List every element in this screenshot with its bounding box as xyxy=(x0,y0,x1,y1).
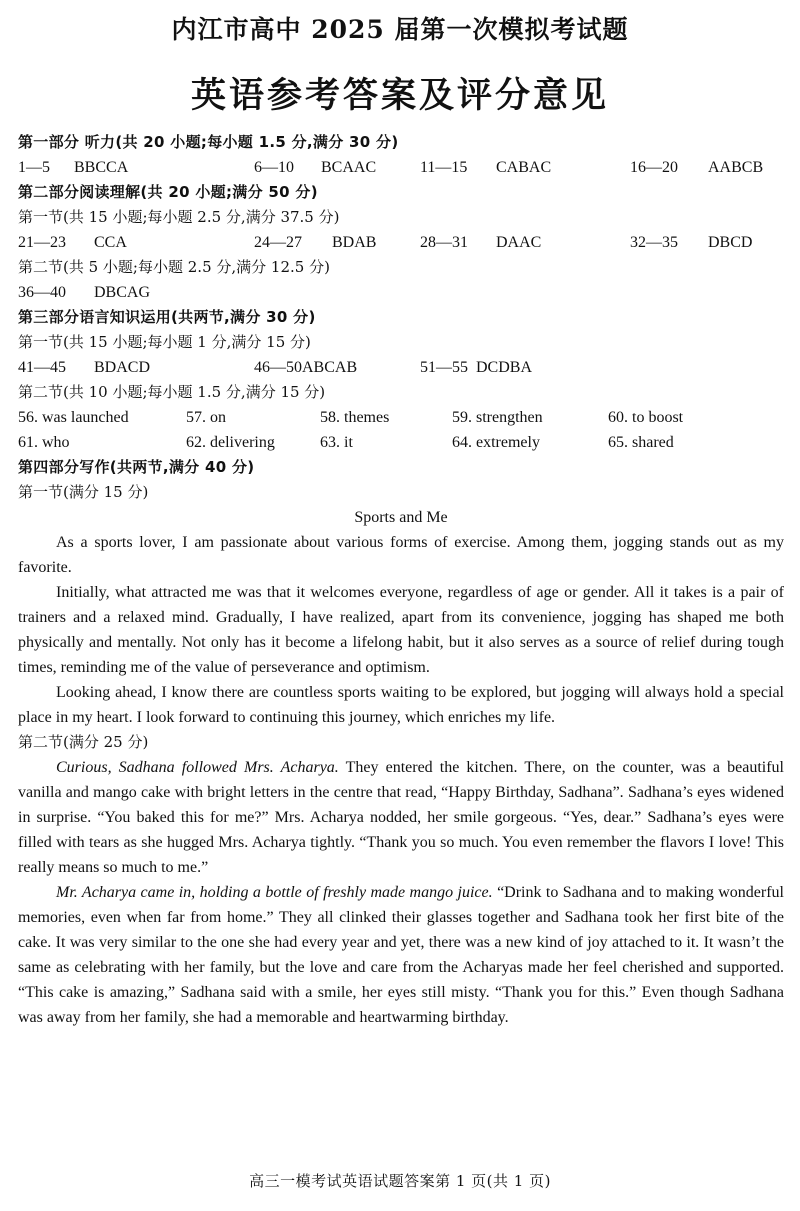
answer-letters: BDACD xyxy=(94,359,151,376)
answer-range: 41—45 xyxy=(18,359,66,376)
answer-letters: BBCCA xyxy=(74,159,129,176)
answer-range: 36—40 xyxy=(18,284,66,301)
blank-answer: 65. shared xyxy=(608,434,674,451)
part1-heading: 第一部分 听力(共 20 小题;每小题 1.5 分,满分 30 分) xyxy=(18,133,399,151)
answer-range: 6—10 xyxy=(254,159,294,176)
exam-title: 内江市高中 2025 届第一次模拟考试题 xyxy=(171,15,629,44)
answer-content xyxy=(18,130,784,1030)
answer-range: 11—15 xyxy=(420,159,468,176)
part2-answers-row xyxy=(18,230,784,255)
part4-section1-heading: 第一节(满分 15 分) xyxy=(18,483,149,501)
blank-answer: 60. to boost xyxy=(608,409,684,426)
part2-section2-heading: 第二节(共 5 小题;每小题 2.5 分,满分 12.5 分) xyxy=(18,258,330,276)
part2-heading: 第二部分阅读理解(共 20 小题;满分 50 分) xyxy=(18,183,318,201)
story-paragraph-lead: Mr. Acharya came in, holding a bottle of freshly made mango juice. xyxy=(56,884,493,901)
answer-range: 1—5 xyxy=(18,159,50,176)
answer-letters: BCAAC xyxy=(321,159,377,176)
blank-answers-row-1 xyxy=(18,405,784,430)
answer-range: 21—23 xyxy=(18,234,66,251)
part3-section2-heading: 第二节(共 10 小题;每小题 1.5 分,满分 15 分) xyxy=(18,383,326,401)
answer-letters: AABCB xyxy=(708,159,764,176)
part4-section2-heading: 第二节(满分 25 分) xyxy=(18,733,149,751)
blank-answer: 56. was launched xyxy=(18,409,129,426)
essay-title: Sports and Me xyxy=(354,509,448,526)
essay-paragraph: Looking ahead, I know there are countless sports waiting to be explored, but jogging will always hold a special place in my heart. I look forward to continuing this journey, which enriches my life. xyxy=(18,684,784,726)
blank-answer: 62. delivering xyxy=(186,434,275,451)
blank-answers-row-2 xyxy=(18,430,784,455)
story-paragraph xyxy=(18,880,784,1030)
blank-answer: 59. strengthen xyxy=(452,409,543,426)
story-paragraph xyxy=(18,755,784,880)
story-paragraph-text: They entered the kitchen. There, on the counter, was a beautiful vanilla and mango cake with bright letters in the centre that read, “Happy Birthday, Sadhana”. Sadhana’s eyes widened in surprise. “You baked this for me?” Mrs. Acharya nodded, her smile gorgeous. “Yes, dear.” Sadhana’s eyes were filled with tears as she hugged Mrs. Acharya tightly. “Thank you so much. You even remember the flavors I love! This really means so much to me.” xyxy=(18,759,784,876)
answer-range: 16—20 xyxy=(630,159,678,176)
story-paragraph-text: “Drink to Sadhana and to making wonderful memories, even when far from home.” They all clinked their glasses together and Sadhana took her first bite of the cake. It was very similar to the one she had every year and yet, there was a new kind of joy attached to it. It wasn’t the same as celebrating with her family, but the love and care from the Acharyas made her feel cherished and supported. “This cake is amazing,” Sadhana said with a smile, her eyes still misty. “Thank you for this.” Even though Sadhana was away from her family, she had a memorable and heartwarming birthday. xyxy=(18,884,785,1026)
part3-answers-row xyxy=(18,355,784,380)
part2-answers-row-2 xyxy=(18,280,784,305)
essay-paragraph: Initially, what attracted me was that it welcomes everyone, regardless of age or gender. All it takes is a pair of trainers and a relaxed mind. Gradually, I have realized, apart from its convenience, jogging has shaped me both physically and mentally. Not only has it become a lifelong habit, but it also serves as a source of relief during tough times, reminding me of the value of perseverance and optimism. xyxy=(18,584,784,676)
answer-range: 46—50 xyxy=(254,359,302,376)
answer-letters: DCDBA xyxy=(476,359,533,376)
answer-letters: ABCAB xyxy=(302,359,358,376)
blank-answer: 63. it xyxy=(320,434,353,451)
answer-range: 28—31 xyxy=(420,234,468,251)
answer-letters: DBCAG xyxy=(94,284,151,301)
page-footer: 高三一模考试英语试题答案第 1 页(共 1 页) xyxy=(249,1172,551,1190)
answer-range: 32—35 xyxy=(630,234,678,251)
answer-letters: CABAC xyxy=(496,159,552,176)
answer-letters: DAAC xyxy=(496,234,542,251)
answer-letters: CCA xyxy=(94,234,127,251)
part1-answers-row xyxy=(18,155,784,180)
document-title: 英语参考答案及评分意见 xyxy=(190,75,609,116)
blank-answer: 61. who xyxy=(18,434,70,451)
part3-heading: 第三部分语言知识运用(共两节,满分 30 分) xyxy=(18,308,316,326)
part4-heading: 第四部分写作(共两节,满分 40 分) xyxy=(18,458,255,476)
part2-section1-heading: 第一节(共 15 小题;每小题 2.5 分,满分 37.5 分) xyxy=(18,208,340,226)
answer-letters: BDAB xyxy=(332,234,377,251)
essay-paragraph: As a sports lover, I am passionate about various forms of exercise. Among them, jogging stands out as my favorite. xyxy=(18,534,784,576)
answer-range: 51—55 xyxy=(420,359,468,376)
answer-range: 24—27 xyxy=(254,234,302,251)
part3-section1-heading: 第一节(共 15 小题;每小题 1 分,满分 15 分) xyxy=(18,333,311,351)
blank-answer: 64. extremely xyxy=(452,434,540,451)
answer-letters: DBCD xyxy=(708,234,753,251)
blank-answer: 57. on xyxy=(186,409,226,426)
story-paragraph-lead: Curious, Sadhana followed Mrs. Acharya. xyxy=(56,759,339,776)
blank-answer: 58. themes xyxy=(320,409,390,426)
